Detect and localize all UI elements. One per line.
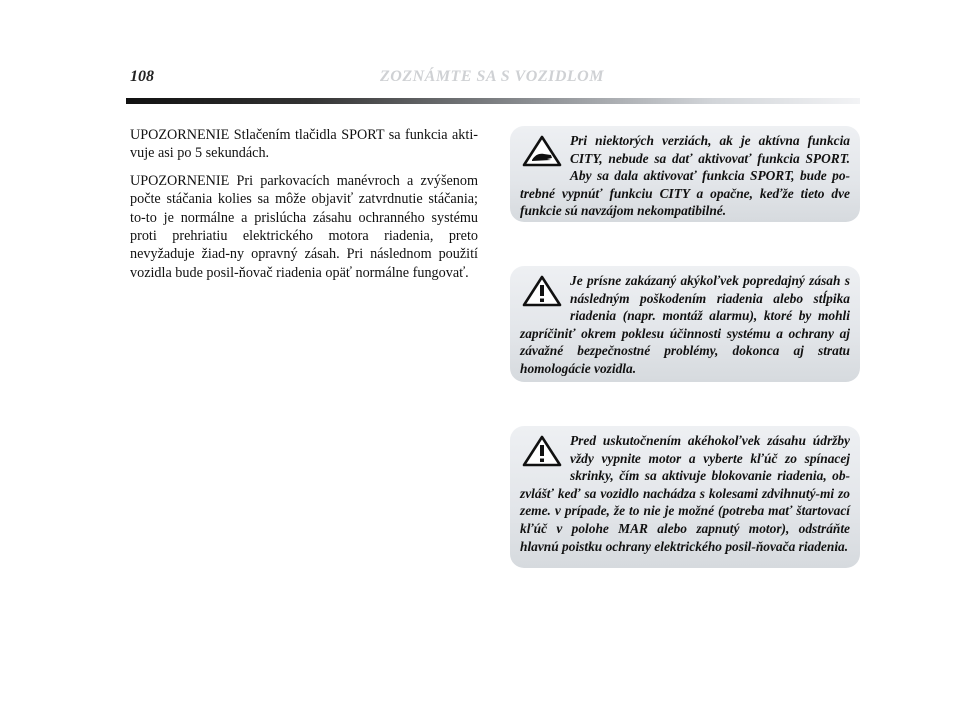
note-box — [510, 126, 860, 222]
notice-paragraph: UPOZORNENIE Stlačením tlačidla SPORT sa funkcia akti-vuje asi po 5 sekundách. — [130, 127, 478, 162]
note-text: Pri niektorých verziách, ak je aktívna funkcia CITY, nebude sa dať aktivovať funkcia SPORT. Aby sa dala aktivovať funkcia SPORT, bude po-trebné vypnúť funkciu CITY a opačne, keďže tieto dve funkcie sú navzájom nekompatibilné. — [520, 133, 850, 219]
warning-box — [510, 426, 860, 568]
section-title: ZOZNÁMTE SA S VOZIDLOM — [380, 68, 604, 85]
warning-text: Je prísne zakázaný akýkoľvek popredajný zásah s následným poškodením riadenia alebo stĺpika riadenia (napr. montáž alarmu), ktoré by mohli zapríčiniť okrem poklesu účinnosti systému a ochrany aj závažné bezpečnostné problémy, dokonca aj stratu homologácie vozidla. — [520, 273, 850, 376]
left-column — [130, 126, 478, 291]
page-number: 108 — [130, 68, 154, 85]
notice-paragraph: UPOZORNENIE Pri parkovacích manévroch a zvýšenom počte stáčania kolies sa môže objaviť zatvrdnutie stáčania; to-to je normálne a prislúcha zásahu ochranného systému proti prehriatiu elektrického motora riadenia, preto nevyžaduje žiad-ny opravný zásah. Pri následnom použití vozidla bude posil-ňovač riadenia opäť normálne fungovať. — [130, 172, 478, 281]
warning-triangle-icon — [522, 434, 562, 473]
header-rule — [126, 98, 860, 104]
hand-caution-icon — [522, 134, 562, 173]
warning-triangle-icon — [522, 274, 562, 313]
warning-text: Pred uskutočnením akéhokoľvek zásahu údržby vždy vypnite motor a vyberte kľúč zo spínacej skrinky, čím sa aktivuje blokovanie riadenia, ob-zvlášť keď sa vozidlo nachádza s kolesami zdvihnutý-mi zo zeme. v prípade, že to nie je možné (potreba mať štartovací kľúč v polohe MAR alebo zapnutý motor), odstráňte hlavnú poistku ochrany elektrického posil-ňovača riadenia. — [520, 433, 850, 554]
warning-box — [510, 266, 860, 382]
